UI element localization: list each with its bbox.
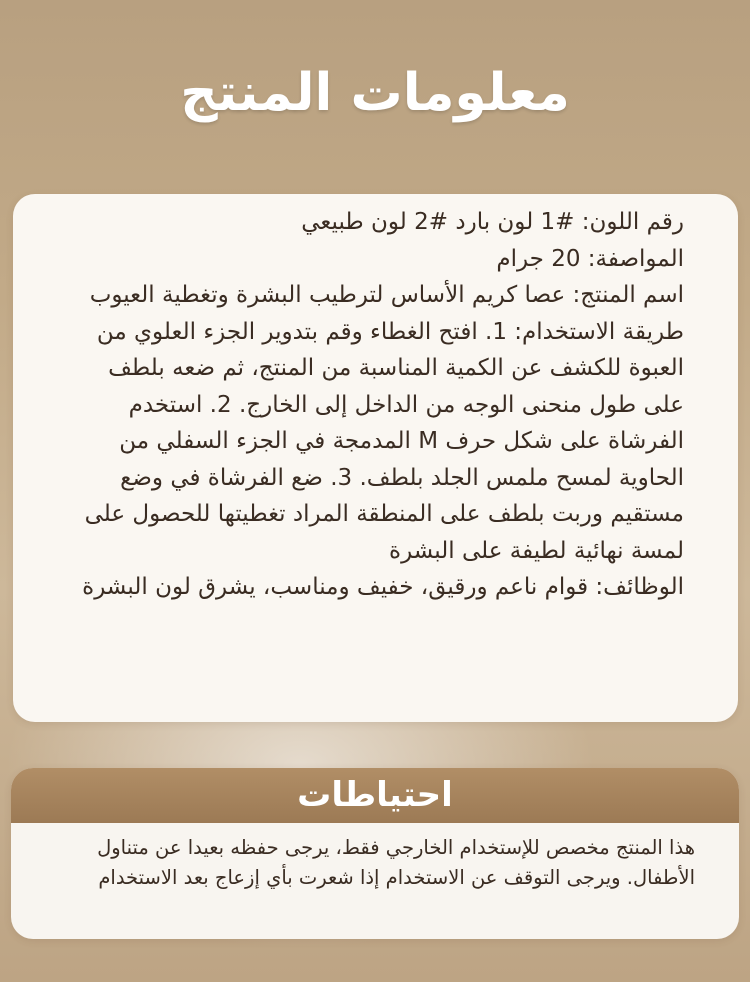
precautions-text: هذا المنتج مخصص للإستخدام الخارجي فقط، يرجى حفظه بعيدا عن متناول الأطفال. ويرجى التوقف عن الاستخدام إذا شعرت بأي إزعاج بعد الاستخدام	[97, 836, 695, 889]
product-name-line: اسم المنتج: عصا كريم الأساس لترطيب البشرة وتغطية العيوب	[89, 282, 684, 308]
precautions-title: احتياطات	[11, 768, 739, 823]
usage-instructions-line: طريقة الاستخدام: 1. افتح الغطاء وقم بتدوير الجزء العلوي من العبوة للكشف عن الكمية المناسبة من المنتج، ثم ضعه بلطف على طول منحنى الوجه من الداخل إلى الخارج. 2. استخدم الفرشاة على شكل حرف M المدمجة في الجزء السفلي من الحاوية لمسح ملمس الجلد بلطف. 3. ضع الفرشاة في وضع مستقيم وربت بلطف على المنطقة المراد تغطيتها للحصول على لمسة نهائية لطيفة على البشرة	[84, 318, 684, 564]
product-info-text	[67, 204, 684, 606]
precautions-card	[11, 768, 739, 939]
color-number-line: رقم اللون: #1 لون بارد #2 لون طبيعي	[301, 209, 684, 235]
functions-line: الوظائف: قوام ناعم ورقيق، خفيف ومناسب، يشرق لون البشرة	[82, 574, 684, 600]
product-info-card	[13, 194, 738, 722]
specification-line: المواصفة: 20 جرام	[496, 245, 684, 272]
page-title: معلومات المنتج	[180, 63, 570, 123]
